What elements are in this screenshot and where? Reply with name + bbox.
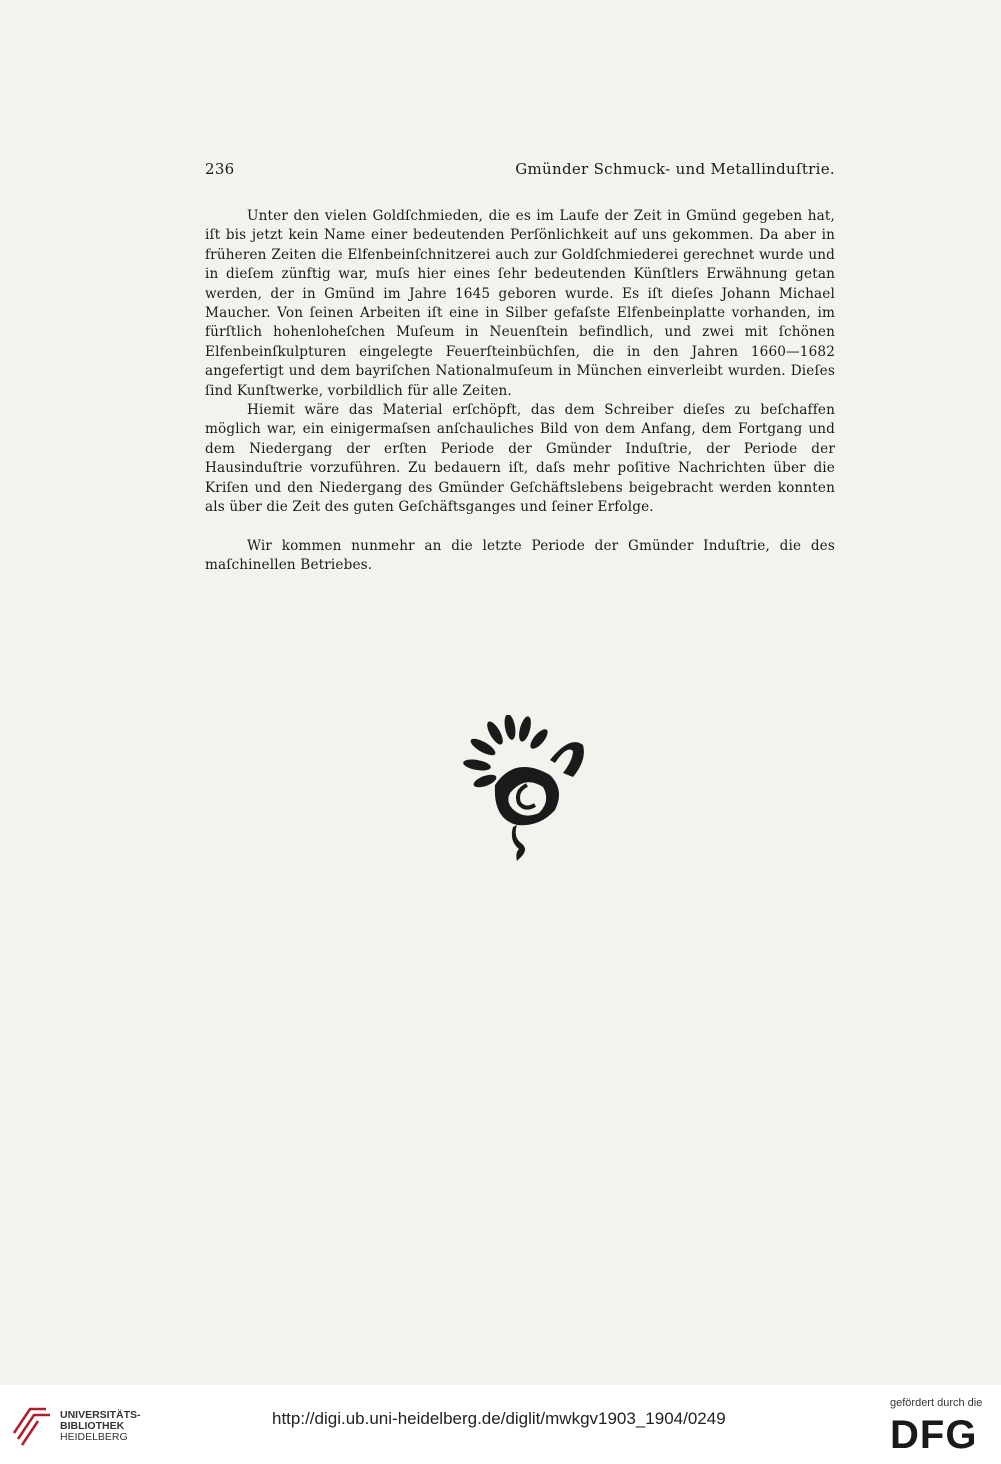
paragraph: Unter den vielen Goldſchmieden, die es im Laufe der Zeit in Gmünd gegeben hat, iſt bis jetzt kein Name einer bedeutenden Perſönlichkeit auf uns gekommen. Da aber in früheren Zeiten die Elfenbeinſchnitzerei auch zur Goldſchmiederei gerechnet wurde und in dieſem zünftig war, muſs hier eines ſehr bedeutenden Künſtlers Erwähnung getan werden, der in Gmünd im Jahre 1645 geboren wurde. Es iſt dieſes Johann Michael Maucher. Von ſeinen Arbeiten iſt eine in Silber gefaſste Elfenbeinplatte vorhanden, im fürſtlich hohenloheſchen Muſeum in Neuenſtein befindlich, und zwei mit ſchönen Elfenbeinſkulpturen eingelegte Feuerſteinbüchſen, die in den Jahren 1660—1682 angefertigt und dem bayriſchen Nationalmuſeum in München einverleibt wurden. Dieſes ſind Kunſtwerke, vorbildlich für alle Zeiten. bbox=[205, 208, 835, 399]
body-text bbox=[205, 207, 835, 575]
footer-bar bbox=[0, 1385, 1001, 1464]
dfg-logo: DFG bbox=[890, 1413, 978, 1457]
funding-label: gefördert durch die bbox=[890, 1397, 983, 1409]
paragraph: Wir kommen nunmehr an die letzte Periode der Gmünder Induſtrie, die des maſchinellen Betriebes. bbox=[205, 537, 835, 573]
library-logo-icon bbox=[10, 1403, 54, 1449]
permalink[interactable]: http://digi.ub.uni-heidelberg.de/diglit/mwkgv1903_1904/0249 bbox=[272, 1409, 726, 1428]
library-name: UNIVERSITÄTS- BIBLIOTHEK HEIDELBERG bbox=[60, 1409, 141, 1443]
running-title: Gmünder Schmuck- und Metallinduſtrie. bbox=[515, 160, 835, 178]
vignette-ornament-icon bbox=[455, 715, 587, 863]
paragraph: Hiemit wäre das Material erſchöpft, das dem Schreiber dieſes zu beſchaffen möglich war, ein einigermaſsen anſchauliches Bild von dem Anfang, dem Fortgang und dem Niedergang der erſten Periode der Gmünder Induſtrie, der Periode der Hausinduſtrie vorzuführen. Zu bedauern iſt, daſs mehr poſitive Nachrichten über die Kriſen und den Niedergang des Gmünder Geſchäftslebens beigebracht werden konnten als über die Zeit des guten Geſchäftsganges und ſeiner Erfolge. bbox=[205, 402, 835, 516]
page-number: 236 bbox=[205, 160, 235, 178]
page-header bbox=[205, 160, 835, 190]
